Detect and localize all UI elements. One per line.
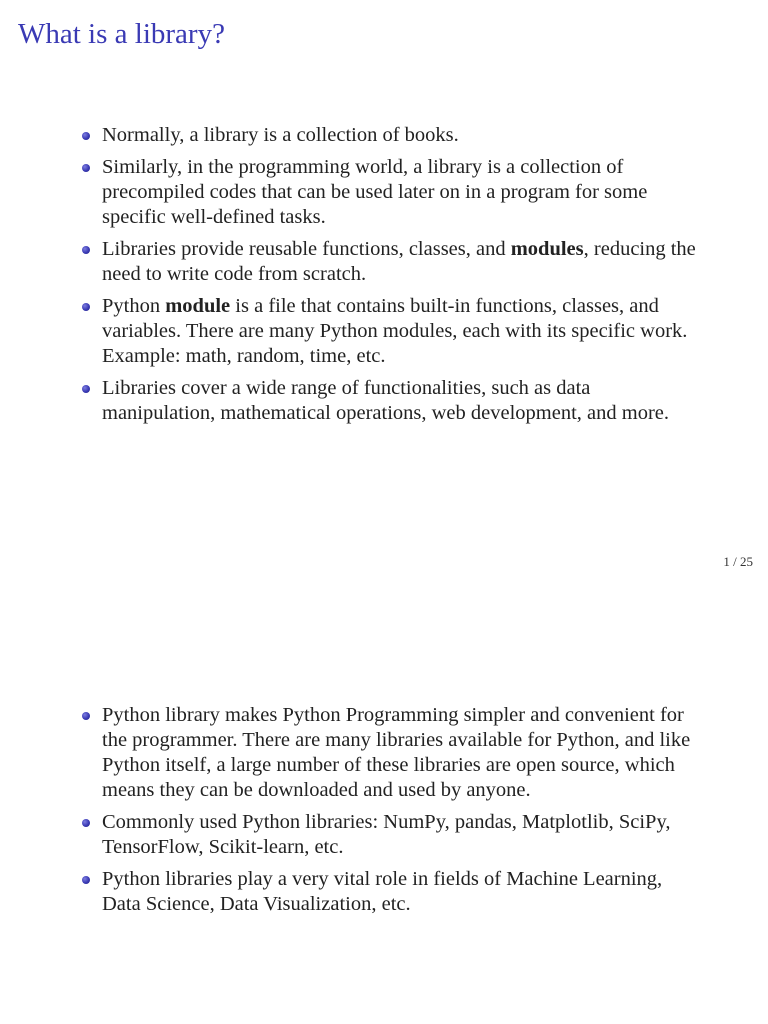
bullet-item bbox=[82, 237, 702, 287]
bullet-dot-icon bbox=[82, 164, 90, 172]
bullet-list bbox=[82, 703, 702, 924]
bullet-text: Libraries cover a wide range of functionalities, such as data manipulation, mathematical operations, web development, and more. bbox=[102, 377, 669, 424]
slide-title: What is a library? bbox=[18, 18, 225, 50]
bullet-dot-icon bbox=[82, 712, 90, 720]
bullet-dot-icon bbox=[82, 303, 90, 311]
bullet-text: Libraries provide reusable functions, classes, and bbox=[102, 238, 511, 260]
bullet-text: Python bbox=[102, 295, 166, 317]
slide-2 bbox=[0, 580, 768, 1024]
bullet-dot-icon bbox=[82, 385, 90, 393]
bullet-bold-term: module bbox=[165, 295, 231, 317]
bullet-text: Python libraries play a very vital role in fields of Machine Learning, Data Science, Data Visualization, etc. bbox=[102, 868, 663, 915]
bullet-item bbox=[82, 703, 702, 803]
bullet-item bbox=[82, 867, 702, 917]
bullet-text: , reducing the need to write code from scratch. bbox=[102, 238, 696, 285]
bullet-text: is a file that contains built-in functions, classes, and variables. There are many Python modules, each with its specific work. Example: math, random, time, etc. bbox=[102, 295, 688, 367]
bullet-text: Python library makes Python Programming simpler and convenient for the programmer. There are many libraries available for Python, and like Python itself, a large number of these libraries are open source, which means they can be downloaded and used by anyone. bbox=[102, 704, 691, 801]
bullet-item bbox=[82, 123, 702, 148]
page-number: 1 / 25 bbox=[723, 554, 753, 569]
bullet-dot-icon bbox=[82, 819, 90, 827]
bullet-bold-term: modules bbox=[510, 238, 584, 260]
bullet-dot-icon bbox=[82, 132, 90, 140]
bullet-item bbox=[82, 155, 702, 230]
bullet-dot-icon bbox=[82, 876, 90, 884]
bullet-text: Normally, a library is a collection of books. bbox=[102, 124, 459, 146]
bullet-item bbox=[82, 810, 702, 860]
bullet-text: Commonly used Python libraries: NumPy, pandas, Matplotlib, SciPy, TensorFlow, Scikit-learn, etc. bbox=[102, 811, 671, 858]
bullet-item bbox=[82, 294, 702, 369]
bullet-list bbox=[82, 123, 702, 433]
bullet-item bbox=[82, 376, 702, 426]
bullet-dot-icon bbox=[82, 246, 90, 254]
bullet-text: Similarly, in the programming world, a library is a collection of precompiled codes that can be used later on in a program for some specific well-defined tasks. bbox=[102, 156, 648, 228]
